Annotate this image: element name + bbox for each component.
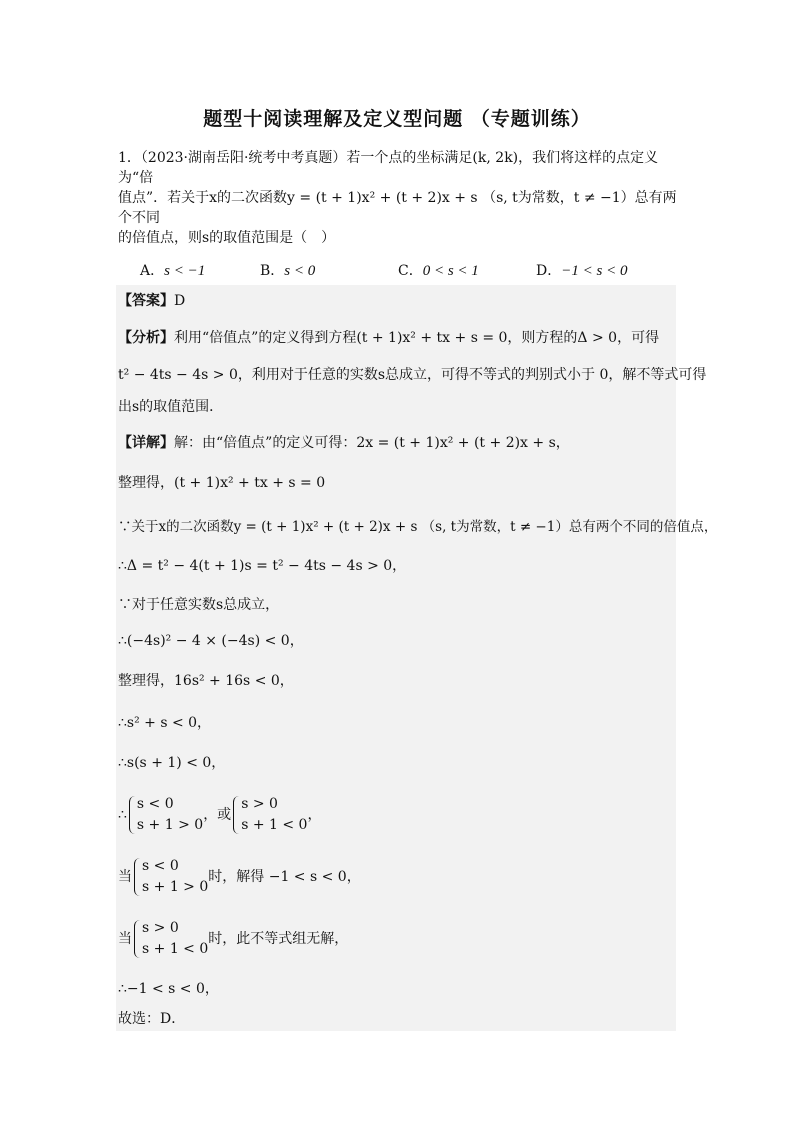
option-d-text: −1 < s < 0	[561, 263, 628, 279]
detail-l10-prefix: ∴	[118, 807, 127, 823]
detail-l11-suffix: 时，解得 −1 < s < 0，	[208, 869, 361, 885]
system-4-row-2: s + 1 < 0	[142, 941, 209, 957]
answer-tag: 【答案】	[118, 293, 174, 309]
system-1-row-2: s + 1 > 0	[136, 817, 204, 833]
question-line-3: 的倍值点，则s的取值范围是（ ）	[118, 230, 336, 246]
detail-l11-prefix: 当	[118, 869, 132, 885]
detail-l10-suffix: ，	[307, 807, 322, 823]
detail-line-1	[118, 432, 570, 452]
option-c-text: 0 < s < 1	[422, 263, 479, 279]
detail-l12-prefix: 当	[118, 931, 132, 947]
detail-line-8: ∴s² + s < 0，	[118, 715, 212, 731]
inequality-system-2	[231, 794, 307, 836]
system-3-row-1: s < 0	[142, 858, 179, 874]
option-a	[140, 260, 205, 280]
detail-line-2: 整理得，(t + 1)x² + tx + s = 0	[118, 475, 326, 491]
detail-line-11	[118, 856, 361, 898]
detail-line-7: 整理得，16s² + 16s < 0，	[118, 673, 294, 689]
analysis-line-2: t² − 4ts − 4s > 0，利用对于任意的实数s总成立，可得不等式的判别式小于 0，解不等式可得	[118, 367, 707, 383]
option-c	[398, 260, 479, 280]
answer-value: D	[174, 293, 186, 309]
system-2-row-2: s + 1 < 0	[241, 817, 308, 833]
detail-l10-or: ，或	[203, 807, 232, 823]
analysis-text-1: 利用“倍值点”的定义得到方程(t + 1)x² + tx + s = 0，则方程的Δ > 0，可得	[174, 330, 660, 346]
inequality-system-1	[127, 794, 203, 836]
option-d-label: D．	[536, 263, 562, 279]
option-a-label: A．	[140, 263, 165, 279]
option-c-label: C．	[398, 263, 423, 279]
analysis-line-1	[118, 327, 659, 347]
option-b-label: B．	[260, 263, 285, 279]
page-title: 题型十阅读理解及定义型问题 （专题训练）	[203, 108, 591, 130]
system-2-row-1: s > 0	[241, 796, 278, 812]
detail-line-14: 故选：D．	[118, 1011, 186, 1027]
question-line-1: 1．（2023·湖南岳阳·统考中考真题）若一个点的坐标满足(k, 2k)，我们将这样的点定义为“倍	[118, 150, 659, 186]
option-a-text: s < −1	[164, 263, 206, 279]
detail-line-13: ∴−1 < s < 0，	[118, 981, 219, 997]
detail-line-10	[118, 794, 321, 836]
answer-line	[118, 290, 185, 310]
analysis-tag: 【分析】	[118, 330, 174, 346]
detail-l12-suffix: 时，此不等式组无解，	[208, 931, 349, 947]
detail-line-6: ∴(−4s)² − 4 × (−4s) < 0，	[118, 633, 304, 649]
system-3-row-2: s + 1 > 0	[142, 879, 209, 895]
inequality-system-3	[132, 856, 208, 898]
option-b	[260, 260, 315, 280]
detail-line-3: ∵关于x的二次函数y = (t + 1)x² + (t + 2)x + s （s, t为常数，t ≠ −1）总有两个不同的倍值点，	[118, 519, 718, 535]
detail-line-9: ∴s(s + 1) < 0，	[118, 755, 226, 771]
option-d	[536, 260, 627, 280]
detail-tag: 【详解】	[118, 435, 174, 451]
inequality-system-4	[132, 918, 208, 960]
detail-text-1: 解：由“倍值点”的定义可得：2x = (t + 1)x² + (t + 2)x + s，	[174, 435, 570, 451]
detail-line-4: ∴Δ = t² − 4(t + 1)s = t² − 4ts − 4s > 0，	[118, 558, 407, 574]
analysis-line-3: 出s的取值范围．	[118, 399, 224, 415]
system-1-row-1: s < 0	[136, 796, 174, 812]
system-4-row-1: s > 0	[142, 920, 179, 936]
detail-line-12	[118, 918, 348, 960]
question-line-2: 值点”．若关于x的二次函数y = (t + 1)x² + (t + 2)x + s （s, t为常数，t ≠ −1）总有两个不同	[118, 190, 677, 226]
option-b-text: s < 0	[284, 263, 316, 279]
detail-line-5: ∵对于任意实数s总成立，	[118, 597, 280, 613]
